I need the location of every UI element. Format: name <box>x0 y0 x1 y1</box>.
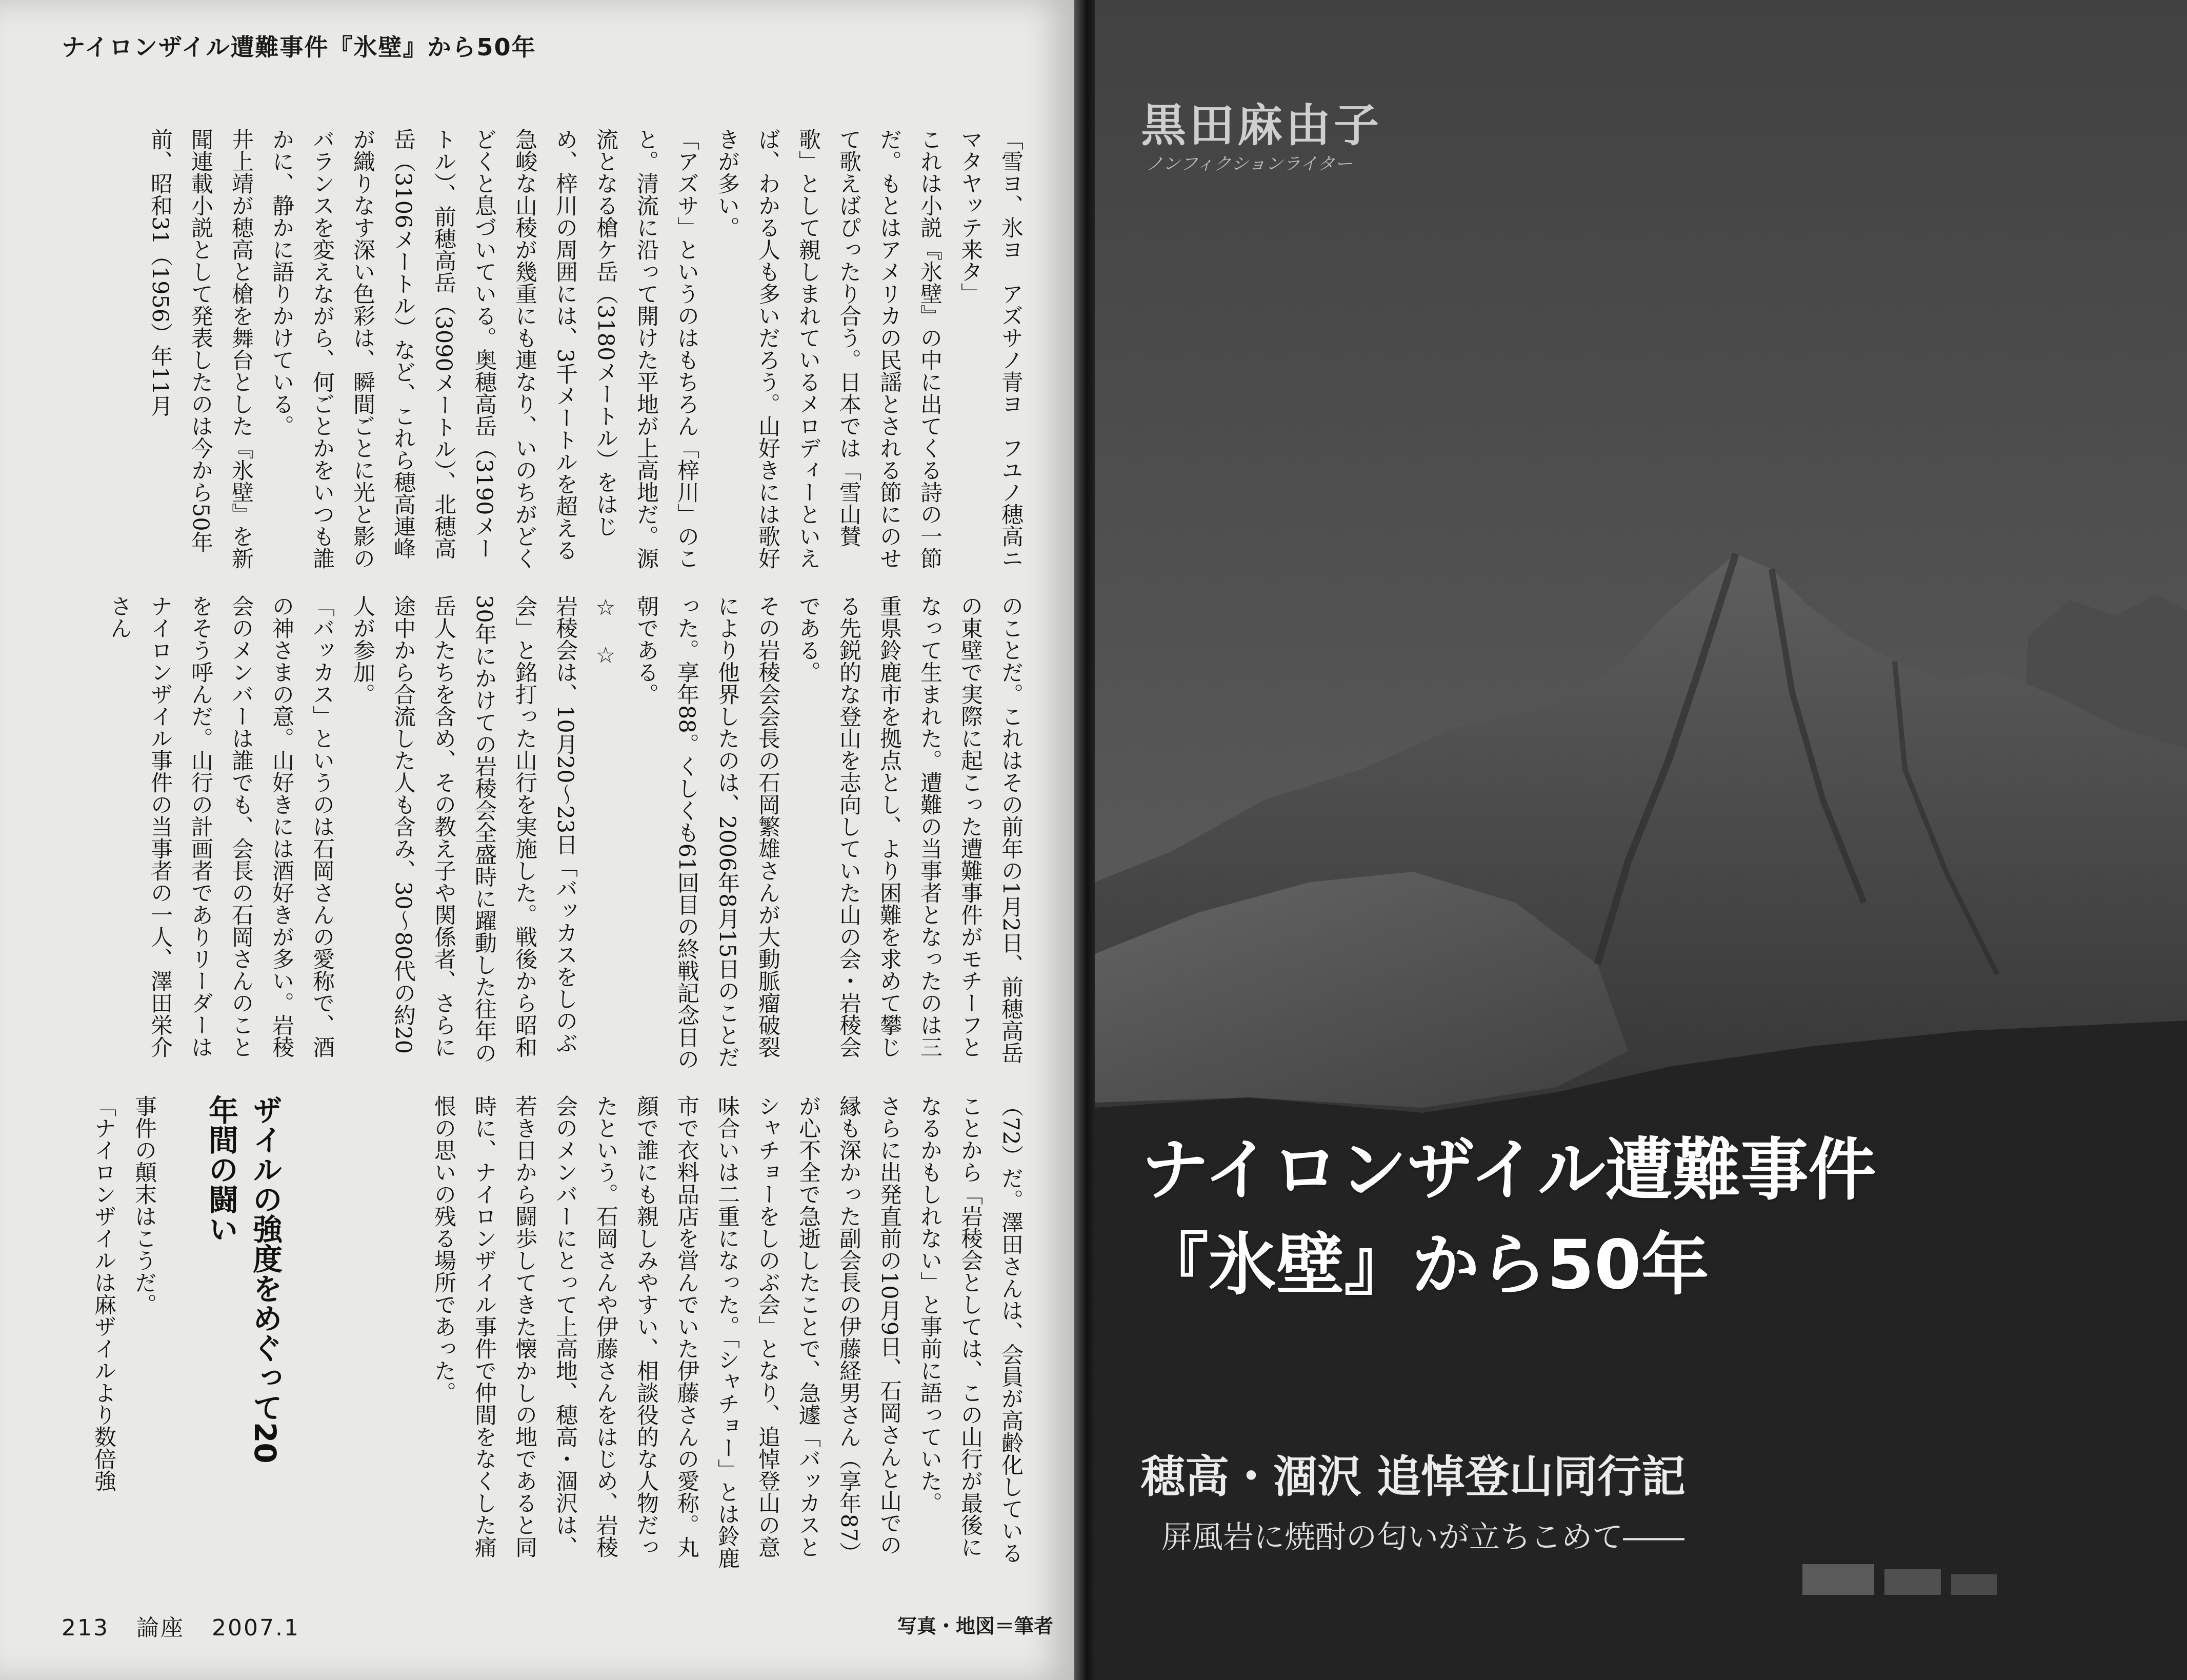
article-tagline: 屏風岩に焼酎の匂いが立ちこめて―― <box>1161 1519 1684 1555</box>
photo-credit: 写真・地図＝筆者 <box>897 1615 1054 1637</box>
section-body <box>62 1095 164 1572</box>
body-text-upper <box>77 128 1031 591</box>
lower-paragraph: （72）だ。澤田さんは、会員が高齢化していることから「岩稜会としては、この山行が最後になるかもしれない」と事前に語っていた。 <box>917 1095 1024 1564</box>
section-break-stars: ☆ ☆ <box>593 595 618 668</box>
mountain-photo <box>1095 0 2187 1680</box>
author-name: 黒田麻由子 <box>1141 99 1382 152</box>
upper-paragraph: これは小説『氷壁』の中に出てくる詩の一節だ。もとはアメリカの民謡とされる節にのせて歌えばぴったり合う。日本では「雪山賛歌」として親しまれているメロディーといえば、わかる人も多いだろう。山好きには歌好きが多い。 <box>714 128 942 569</box>
author-role: ノンフィクションライター <box>1146 154 1353 174</box>
middle-paragraph: のことだ。これはその前年の1月2日、前穂高岳の東壁で実際に起こった遭難事件がモチーフとなって生まれた。遭難の当事者となったのは三重県鈴鹿市を拠点とし、より困難を求めて攀じる先鋭的な登山を志向していた山の会・岩稜会である。 <box>795 595 1024 1064</box>
folio <box>62 1609 318 1642</box>
upper-paragraph: 「アズサ」というのはもちろん「梓川」のこと。清流に沿って開けた平地が上高地だ。源流となる槍ケ岳（3180メートル）をはじめ、梓川の周囲には、3千メートルを超える急峻な山稜が幾重にも連なり、いのちがどくどくと息づいている。奥穂高岳（3190メートル）、前穂高岳（3090メートル）、北穂高岳（3106メートル）など、これら穂高連峰が織りなす深い色彩は、瞬間ごとに光と影のバランスを変えながら、何ごとかをいつも誰かに、静かに語りかけている。 <box>269 128 699 569</box>
lower-paragraph: さらに出発直前の10月9日、石岡さんと山での縁も深かった副会長の伊藤経男さん（享年87）が心不全で急逝したことで、急遽「バッカスとシャチョーをしのぶ会」となり、追悼登山の意味合いは二重になった。「シャチョー」とは鈴鹿市で衣料品店を営んでいた伊藤さんの愛称。丸顔で誰にも親しみやすい、相談役的な人物だったという。石岡さんや伊藤さんをはじめ、岩稜会のメンバーにとって上高地、穂高・涸沢は、若き日から闘歩してきた懐かしの地であると同時に、ナイロンザイル事件で仲間をなくした痛恨の思いの残る場所であった。 <box>431 1095 902 1569</box>
title-line-2: 『氷壁』から50年 <box>1141 1226 1709 1305</box>
page-number: 213 <box>62 1615 109 1641</box>
section-paragraph: 「ナイロンザイルは麻ザイルより数倍強 <box>91 1095 116 1492</box>
issue-date: 2007.1 <box>211 1615 300 1641</box>
magazine-name: 論座 <box>136 1615 185 1641</box>
running-head: ナイロンザイル遭難事件『氷壁』から50年 <box>62 33 536 61</box>
middle-paragraph: 岩稜会は、10月20〜23日「バッカスをしのぶ会」と銘打った山行を実施した。戦後から昭和30年にかけての岩稜会全盛時に躍動した往年の岳人たちを含め、その教え子や関係者、さらに途中から合流した人も含み、30〜80代の約20人が参加。 <box>350 595 578 1064</box>
body-text-lower <box>303 1095 1031 1572</box>
body-text-middle <box>77 595 1031 1072</box>
section-heading: ザイルの強度をめぐって20年間の闘い <box>204 1095 283 1464</box>
title-line-1: ナイロンザイル遭難事件 <box>1141 1131 1876 1210</box>
article-title <box>1141 1123 1876 1313</box>
left-page <box>0 0 1074 1680</box>
upper-paragraph: 井上靖が穂高と槍を舞台とした『氷壁』を新聞連載小説として発表したのは今から50年前、昭和31（1956）年11月 <box>147 128 254 569</box>
middle-paragraph: 「バッカス」というのは石岡さんの愛称で、酒の神さまの意。山好きには酒好きが多い。岩稜会のメンバーは誰でも、会長の石岡さんのことをそう呼んだ。山行の計画者でありリーダーはナイロンザイル事件の当事者の一人、澤田栄介さん <box>107 595 335 1058</box>
section-paragraph: 事件の顛末はこうだ。 <box>131 1095 157 1315</box>
middle-paragraph: その岩稜会会長の石岡繁雄さんが大動脈瘤破裂により他界したのは、2006年8月15日のことだった。享年88。くしくも61回目の終戦記念日の朝である。 <box>633 595 780 1070</box>
right-page <box>1095 0 2187 1680</box>
article-subtitle: 穂高・涸沢 追悼登山同行記 <box>1141 1451 1686 1503</box>
upper-paragraph: 「雪ヨ、氷ヨ アズサノ青ヨ フユノ穂高ニ マタヤッテ来タ」 <box>957 128 1024 591</box>
book-gutter <box>1074 0 1095 1680</box>
